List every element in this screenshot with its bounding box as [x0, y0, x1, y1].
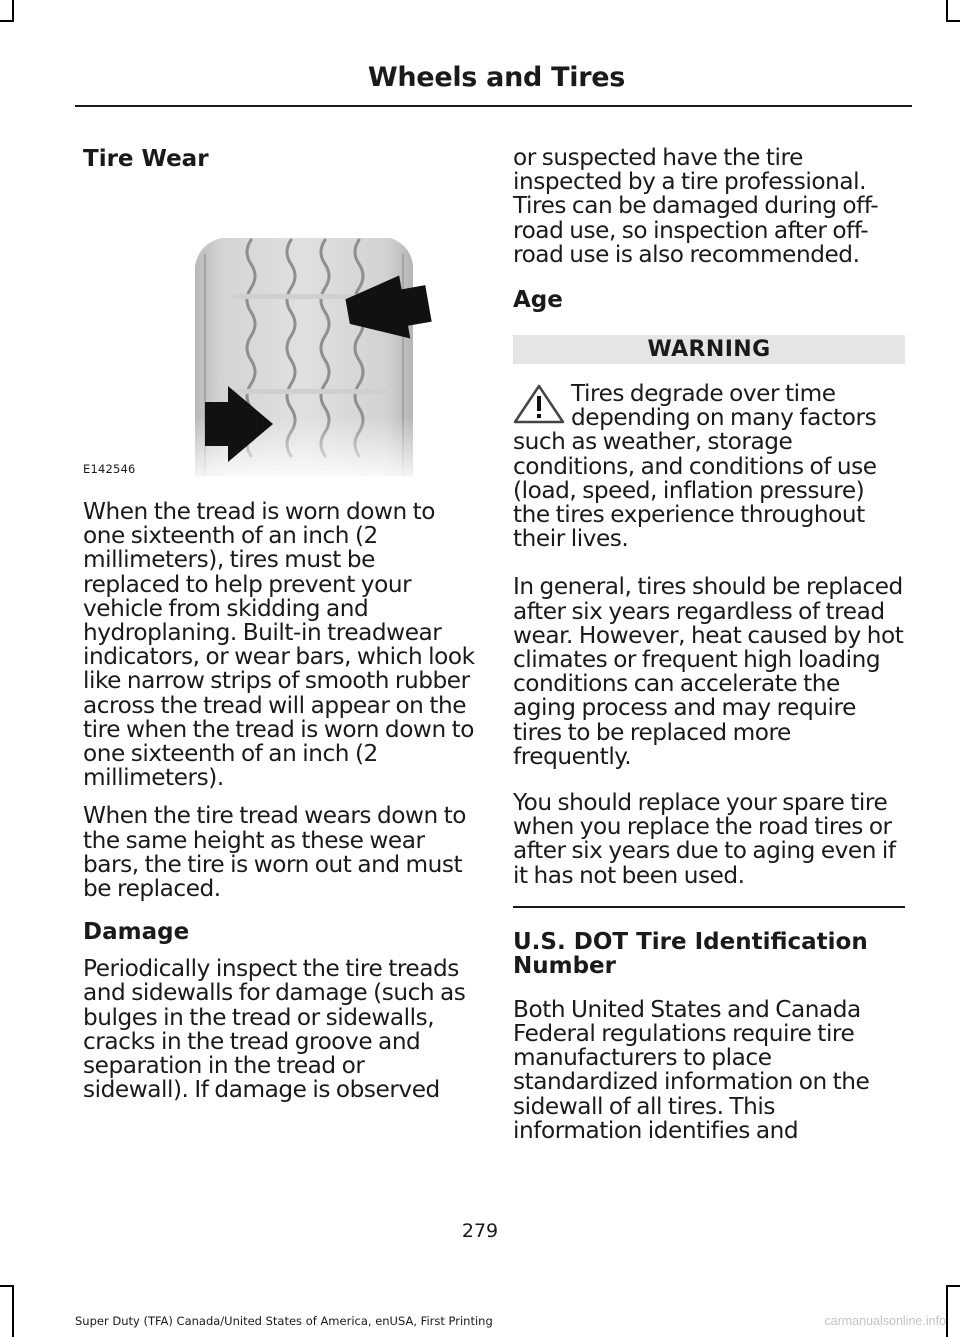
warning-triangle-icon	[511, 382, 567, 426]
right-column	[513, 146, 905, 1157]
crop-mark	[946, 1285, 960, 1287]
para-damage: Periodically inspect the tire treads and sidewalls for damage (such as bulges in the tread or sidewalls, cracks in the tread groove and separation in the tread or sidewall). If damage is observed	[83, 955, 466, 1104]
heading-tire-wear: Tire Wear	[83, 146, 209, 172]
figure-label: E142546	[83, 462, 136, 476]
heading-damage: Damage	[83, 919, 190, 946]
heading-dot-tin: U.S. DOT Tire Identification Number	[513, 928, 868, 979]
watermark: carmanualsonline.info	[824, 1314, 946, 1328]
warning-banner: WARNING	[513, 335, 905, 364]
crop-mark	[946, 0, 948, 22]
page-header-title: Wheels and Tires	[367, 62, 625, 93]
para-wear-bars: When the tire tread wears down to the same height as these wear bars, the tire is worn out and must be replaced.	[83, 802, 467, 903]
para-damage-continued: or suspected have the tire inspected by a tire professional. Tires can be damaged during off-road use, so inspection after off-road use is also recommended.	[513, 144, 879, 268]
crop-mark	[0, 20, 14, 22]
section-divider	[513, 906, 905, 908]
para-dot: Both United States and Canada Federal regulations require tire manufacturers to place standardized information on the sidewall of all tires. This information identifies and	[513, 995, 870, 1144]
header-divider	[75, 105, 912, 107]
warning-text: Tires degrade over time depending on many factors such as weather, storage conditions, and conditions of use (load, speed, inflation pressure) the tires experience throughout their lives.	[513, 380, 877, 553]
heading-age: Age	[513, 287, 563, 314]
edition-footer: Super Duty (TFA) Canada/United States of America, enUSA, First Printing	[75, 1314, 493, 1328]
para-spare-tire: You should replace your spare tire when you replace the road tires or after six years due to aging even if it has not been used.	[513, 789, 896, 889]
crop-mark	[12, 0, 14, 22]
para-tread-worn: When the tread is worn down to one sixteenth of an inch (2 millimeters), tires must be replaced to help prevent your vehicle from skidding and hydroplaning. Built-in treadwear indicators, or wear bars, which look like narrow strips of smooth rubber across the tread will appear on the tire when the tread is worn down to one sixteenth of an inch (2 millimeters).	[83, 498, 475, 792]
crop-mark	[0, 1285, 14, 1287]
warning-box	[513, 382, 905, 551]
left-column	[83, 146, 475, 1116]
crop-mark	[12, 1285, 14, 1337]
crop-mark	[946, 1285, 948, 1337]
tire-tread-illustration	[83, 184, 473, 476]
page-number: 279	[461, 1220, 499, 1242]
para-age-general: In general, tires should be replaced after six years regardless of tread wear. However, heat caused by hot climates or frequent high loading conditions can accelerate the aging process and may require tires to be replaced more frequently.	[513, 573, 904, 770]
crop-mark	[946, 20, 960, 22]
tire-tread-figure	[83, 184, 473, 476]
